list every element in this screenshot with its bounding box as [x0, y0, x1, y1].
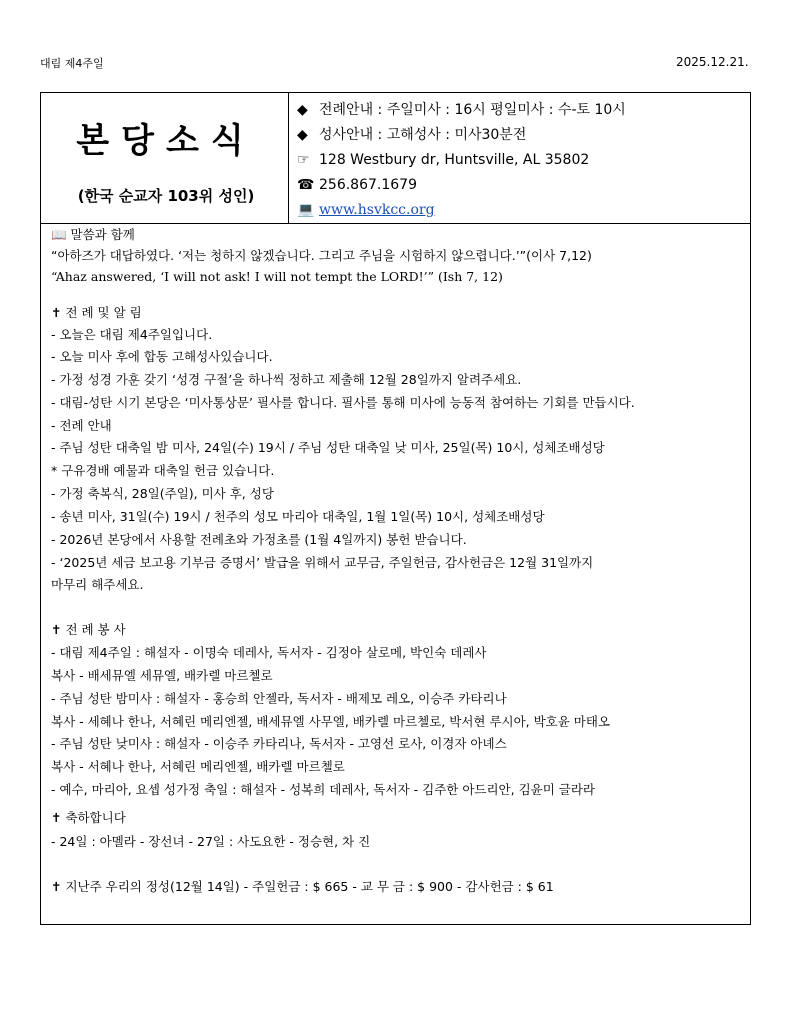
info-label: 전례안내 [319, 102, 374, 118]
info-sacraments [297, 123, 747, 148]
service-item: - 주님 성탄 낮미사 : 해설자 - 이승주 카타리나, 독서자 - 고영선 로사, 이경자 아녜스 [51, 736, 507, 751]
diamond-icon: ◆ [297, 127, 308, 143]
announcement-item: - 오늘은 대림 제4주일입니다. [51, 327, 213, 342]
announcement-note: * 구유경배 예물과 대축일 헌금 있습니다. [51, 463, 275, 478]
announcement-item: - ‘2025년 세금 보고용 기부금 증명서’ 발급을 위해서 교무금, 주일헌금, 감사헌금은 12월 31일까지 [51, 555, 594, 570]
info-text: : 주일미사 : 16시 평일미사 : 수-토 10시 [373, 102, 626, 118]
section-heading-word: 📖 말씀과 함께 [51, 227, 135, 242]
phone-text: 256.867.1679 [319, 177, 417, 193]
scripture-korean: “아하즈가 대답하였다. ‘저는 청하지 않겠습니다. 그리고 주님을 시험하지 않으렵니다.’”(이사 7,12) [51, 248, 592, 263]
service-item: - 대림 제4주일 : 해설자 - 이명숙 데레사, 독서자 - 김정아 살로메, 박인숙 데레사 [51, 645, 487, 660]
service-item: - 주님 성탄 밤미사 : 해설자 - 홍승희 안젤라, 독서자 - 배제모 레오, 이승주 카타리나 [51, 691, 507, 706]
liturgical-week: 대림 제4주일 [40, 57, 104, 70]
announcement-item: - 2026년 본당에서 사용할 전례초와 가정초를 (1월 4일까지) 봉헌 받습니다. [51, 532, 467, 547]
service-item-cont: 복사 - 세혜나 한나, 서혜린 메리엔젤, 배세뮤엘 사무엘, 배카렐 마르첼로, 박서현 루시아, 박호윤 마태오 [51, 714, 611, 729]
announcement-subitem: - 가정 축복식, 28일(주일), 미사 후, 성당 [51, 486, 274, 501]
page-title: 본당소식 [76, 121, 256, 161]
address-text: 128 Westbury dr, Huntsville, AL 35802 [319, 152, 590, 168]
announcement-subitem: - 송년 미사, 31일(수) 19시 / 천주의 성모 마리아 대축일, 1월 1일(목) 10시, 성체조배성당 [51, 509, 545, 524]
info-panel [297, 98, 747, 223]
info-website [297, 198, 747, 223]
service-item-cont: 복사 - 배세뮤엘 세뮤엘, 배카렐 마르첼로 [51, 668, 273, 683]
website-link[interactable]: www.hsvkcc.org [319, 202, 435, 218]
info-phone [297, 173, 747, 198]
congrats-item: - 24일 : 아멜라 - 장선녀 - 27일 : 사도요한 - 정승현, 차 진 [51, 834, 371, 849]
diamond-icon: ◆ [297, 102, 308, 118]
announcement-item: - 가정 성경 가훈 갖기 ‘성경 구절’을 하나씩 정하고 제출해 12월 28일까지 알려주세요. [51, 372, 522, 387]
scripture-english: “Ahaz answered, ‘I will not ask! I will not tempt the LORD!’” (Ish 7, 12) [51, 269, 503, 284]
service-item: - 예수, 마리아, 요셉 성가정 축일 : 해설자 - 성복희 데레사, 독서자 - 김주한 아드리안, 김윤미 글라라 [51, 782, 595, 797]
title-box [41, 93, 289, 223]
announcement-subitem: - 주님 성탄 대축일 밤 미사, 24일(수) 19시 / 주님 성탄 대축일 낮 미사, 25일(목) 10시, 성체조배성당 [51, 440, 605, 455]
info-address [297, 148, 747, 173]
bulletin-frame [40, 92, 751, 925]
section-heading-announcements: ✝ 전 례 및 알 림 [51, 305, 142, 320]
announcement-item: - 오늘 미사 후에 합동 고해성사있습니다. [51, 349, 273, 364]
section-heading-congrats: ✝ 축하합니다 [51, 810, 126, 825]
offering-summary: ✝ 지난주 우리의 정성(12월 14일) - 주일헌금 : $ 665 - 교 무 금 : $ 900 - 감사헌금 : $ 61 [51, 879, 554, 894]
section-heading-service: ✝ 전 례 봉 사 [51, 622, 126, 637]
service-item-cont: 복사 - 서혜나 한나, 서혜린 메리엔젤, 배카렐 마르첼로 [51, 759, 345, 774]
page-subtitle: (한국 순교자 103위 성인) [77, 187, 255, 205]
info-mass-times [297, 98, 747, 123]
computer-icon: 💻 [297, 202, 315, 218]
info-text: : 고해성사 : 미사30분전 [373, 127, 527, 143]
pointing-hand-icon: ☞ [297, 152, 310, 168]
announcement-item: - 전례 안내 [51, 418, 112, 433]
bulletin-date: 2025.12.21. [676, 55, 749, 69]
header-row [41, 93, 750, 224]
info-label: 성사안내 [319, 127, 374, 143]
announcement-item-cont: 마무리 해주세요. [51, 577, 144, 592]
announcement-item: - 대림-성탄 시기 본당은 ‘미사통상문’ 필사를 합니다. 필사를 통해 미사에 능동적 참여하는 기회를 만듭시다. [51, 395, 635, 410]
phone-icon: ☎ [297, 177, 315, 193]
